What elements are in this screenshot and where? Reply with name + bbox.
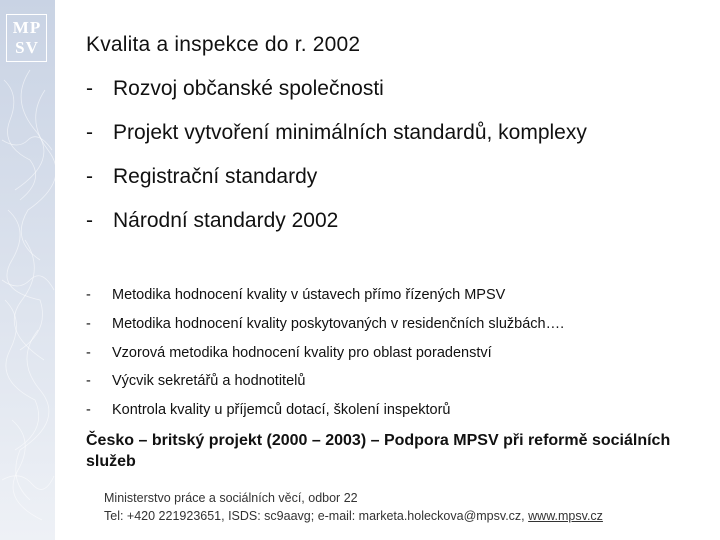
project-highlight: Česko – britský projekt (2000 – 2003) – Podpora MPSV při reformě sociálních služeb xyxy=(86,432,671,470)
sidebar-pattern xyxy=(0,0,55,540)
bullet-dash: - xyxy=(86,344,91,361)
footer-contact-line xyxy=(104,507,603,525)
minor-item-text: Výcvik sekretářů a hodnotitelů xyxy=(112,373,306,390)
bullet-dash: - xyxy=(86,373,91,390)
logo-line-1 xyxy=(13,19,40,37)
major-item-text: Národní standardy 2002 xyxy=(113,209,339,232)
minor-list-item xyxy=(86,283,564,312)
bullet-dash: - xyxy=(86,315,91,332)
mpsv-logo xyxy=(6,14,47,62)
logo-letter: P xyxy=(29,18,41,37)
bullet-dash: - xyxy=(86,77,93,100)
minor-bullet-list xyxy=(86,283,564,427)
minor-item-text: Metodika hodnocení kvality v ústavech přímo řízených MPSV xyxy=(112,287,506,303)
major-list-item xyxy=(86,162,587,206)
website-link[interactable]: www.mpsv.cz xyxy=(528,509,603,523)
minor-item-text: Vzorová metodika hodnocení kvality pro oblast poradenství xyxy=(112,344,492,361)
slide-title: Kvalita a inspekce do r. 2002 xyxy=(86,33,361,56)
sidebar-decoration xyxy=(0,0,55,540)
bullet-dash: - xyxy=(86,402,91,419)
minor-item-text: Kontrola kvality u příjemců dotací, školení inspektorů xyxy=(112,402,451,419)
major-item-text: Projekt vytvoření minimálních standardů, komplexy xyxy=(113,121,587,144)
bullet-dash: - xyxy=(86,165,93,188)
major-item-text: Rozvoj občanské společnosti xyxy=(113,77,384,100)
minor-list-item xyxy=(86,341,564,370)
major-list-item xyxy=(86,118,587,162)
bullet-dash: - xyxy=(86,287,91,303)
bullet-dash: - xyxy=(86,121,93,144)
major-item-text: Registrační standardy xyxy=(113,165,318,188)
major-list-item xyxy=(86,206,587,250)
major-list-item xyxy=(86,74,587,118)
minor-item-text: Metodika hodnocení kvality poskytovaných v residenčních službách…. xyxy=(112,315,565,332)
minor-list-item xyxy=(86,398,564,427)
logo-line-2 xyxy=(15,39,38,57)
logo-letter: M xyxy=(12,18,29,37)
bullet-dash: - xyxy=(86,209,93,232)
logo-letter: S xyxy=(15,38,25,57)
footer-contact-text: Tel: +420 221923651, ISDS: sc9aavg; e-mail: marketa.holeckova@mpsv.cz, xyxy=(104,509,529,523)
major-bullet-list xyxy=(86,74,587,250)
footer-contact xyxy=(104,489,603,525)
minor-list-item xyxy=(86,369,564,398)
footer-ministry-line: Ministerstvo práce a sociálních věcí, odbor 22 xyxy=(104,491,358,505)
minor-list-item xyxy=(86,312,564,341)
logo-letter: V xyxy=(25,38,38,57)
